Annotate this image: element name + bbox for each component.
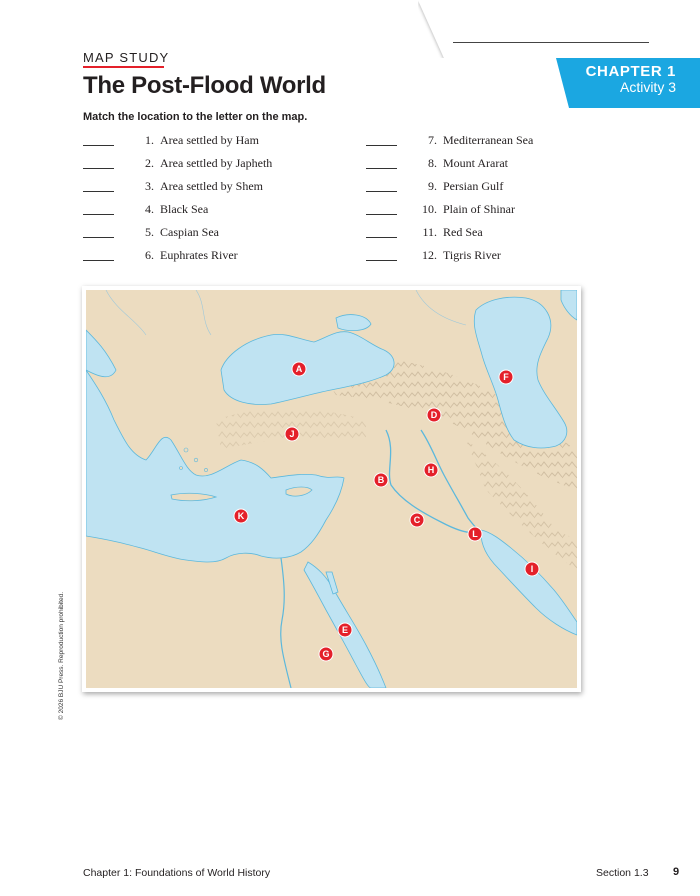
map-marker-J [285,427,299,441]
question-text: Tigris River [443,248,501,262]
question-number: 9. [428,179,437,193]
map-marker-label: D [430,410,438,421]
map-frame [82,286,581,692]
map-marker-G [319,647,333,661]
map-marker-label: H [427,465,435,476]
footer-chapter: Chapter 1: Foundations of World History [83,867,271,879]
kicker-rule [83,66,164,68]
question-number: 5. [145,225,154,239]
answer-blank[interactable] [366,202,397,215]
activity-label: Activity 3 [619,78,676,95]
question-item [83,248,272,271]
question-item [366,133,533,156]
map-marker-label: A [295,364,303,375]
name-tab [418,0,700,58]
map-marker-label: I [530,564,534,575]
answer-blank[interactable] [366,156,397,169]
question-number: 2. [145,156,154,170]
question-text: Persian Gulf [443,179,504,193]
question-item [83,202,272,225]
map-marker-label: K [237,511,245,522]
map-marker-label: L [472,529,478,540]
answer-blank[interactable] [83,248,114,261]
map-marker-F [499,370,513,384]
post-flood-map [86,290,577,688]
question-number: 11. [422,225,437,239]
question-text: Mount Ararat [443,156,508,170]
answer-blank[interactable] [366,248,397,261]
instructions: Match the location to the letter on the map. [83,111,308,123]
question-item [83,179,272,202]
question-text: Euphrates River [160,248,238,262]
answer-blank[interactable] [366,225,397,238]
question-item [83,133,272,156]
map-marker-K [234,509,248,523]
map-marker-D [427,408,441,422]
question-text: Mediterranean Sea [443,133,534,147]
answer-blank[interactable] [366,133,397,146]
question-item [366,179,533,202]
question-text: Area settled by Ham [160,133,259,147]
question-list-left [83,133,272,271]
map-marker-L [468,527,482,541]
footer-section: Section 1.3 [596,867,649,879]
question-number: 3. [145,179,154,193]
question-number: 12. [422,248,437,262]
answer-blank[interactable] [83,202,114,215]
map-marker-label: G [322,649,330,660]
question-text: Plain of Shinar [443,202,515,216]
question-list-right [366,133,533,271]
section-kicker: MAP STUDY [83,50,170,65]
map-marker-E [338,623,352,637]
page-number: 9 [673,866,680,878]
answer-blank[interactable] [83,225,114,238]
question-number: 10. [422,202,437,216]
question-text: Area settled by Japheth [160,156,273,170]
question-number: 7. [428,133,437,147]
name-line[interactable] [453,42,649,43]
map-marker-label: F [503,372,509,383]
question-item [366,225,533,248]
chapter-badge-text [586,64,676,94]
question-item [83,225,272,248]
map-marker-label: C [413,515,421,526]
chapter-label: CHAPTER 1 [585,63,676,80]
answer-blank[interactable] [366,179,397,192]
question-number: 1. [145,133,154,147]
map-marker-label: E [341,625,349,636]
question-text: Caspian Sea [160,225,219,239]
question-number: 6. [145,248,154,262]
question-item [366,202,533,225]
map-marker-I [525,562,539,576]
answer-blank[interactable] [83,179,114,192]
question-number: 4. [145,202,154,216]
question-text: Red Sea [443,225,483,239]
question-number: 8. [428,156,437,170]
answer-blank[interactable] [83,156,114,169]
map-marker-label: J [289,429,295,440]
question-text: Area settled by Shem [160,179,263,193]
map-marker-B [374,473,388,487]
map-marker-C [410,513,424,527]
question-item [83,156,272,179]
map-marker-label: B [377,475,385,486]
copyright-notice: © 2026 BJU Press. Reproduction prohibited. [58,592,65,720]
answer-blank[interactable] [83,133,114,146]
question-text: Black Sea [160,202,209,216]
map-marker-H [424,463,438,477]
question-item [366,156,533,179]
map-marker-A [292,362,306,376]
page-title: The Post-Flood World [83,72,326,99]
question-item [366,248,533,271]
